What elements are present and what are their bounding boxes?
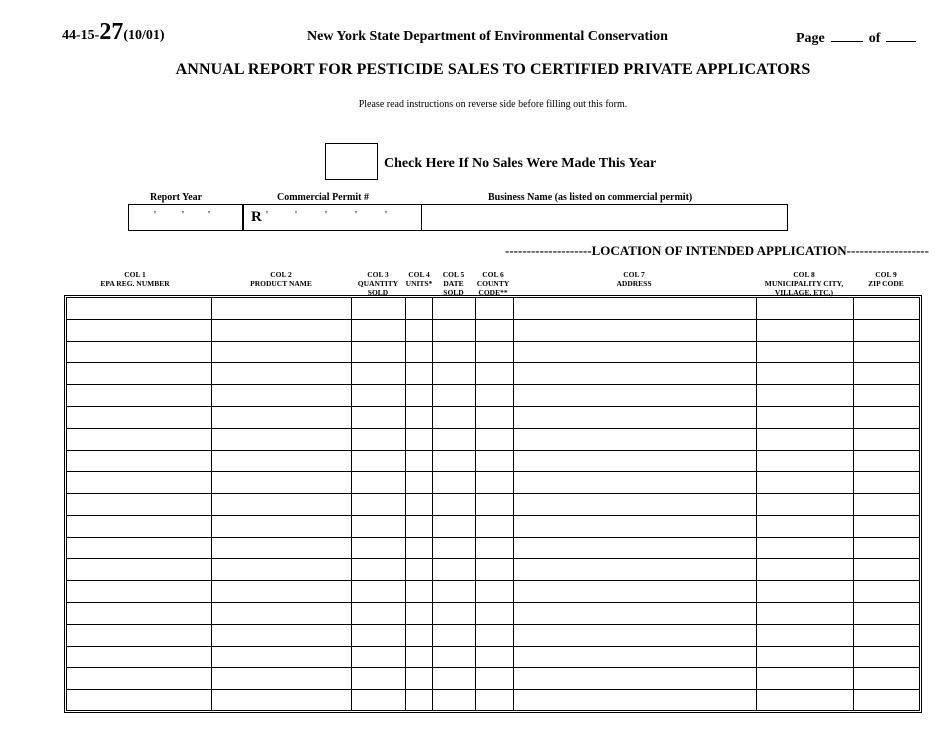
col-name: UNITS* [405, 279, 433, 288]
page-number-field[interactable] [831, 29, 863, 42]
table-row-divider [66, 515, 920, 516]
column-divider [475, 297, 476, 711]
page-total-field[interactable] [886, 29, 916, 42]
col-header-4 [405, 270, 433, 288]
col-header-3 [352, 270, 404, 297]
col-id: COL 7 [623, 270, 645, 279]
col-id: COL 8 [793, 270, 815, 279]
col-id: COL 5 [442, 270, 465, 279]
page-label: Page [796, 31, 825, 46]
column-divider [405, 297, 406, 711]
table-row-divider [66, 384, 920, 385]
table-row-divider [66, 428, 920, 429]
form-revision: (10/01) [123, 28, 165, 43]
permit-label: Commercial Permit # [277, 192, 369, 203]
table-row-divider [66, 602, 920, 603]
column-divider [211, 297, 212, 711]
table-row-divider [66, 362, 920, 363]
table-row-divider [66, 341, 920, 342]
col-id: COL 1 [124, 270, 146, 279]
col-id: COL 9 [875, 270, 897, 279]
no-sales-label: Check Here If No Sales Were Made This Year [384, 156, 657, 171]
column-divider [756, 297, 757, 711]
col-id: COL 2 [270, 270, 292, 279]
col-name: DATE SOLD [443, 279, 464, 297]
page-of [796, 29, 916, 47]
table-row-divider [66, 537, 920, 538]
column-divider [853, 297, 854, 711]
business-name-field[interactable] [421, 204, 788, 231]
table-row-divider [66, 319, 920, 320]
col-name: EPA REG. NUMBER [100, 279, 170, 288]
col-name: ADDRESS [616, 279, 652, 288]
col-name: MUNICIPALITY CITY, VILLAGE, ETC.) [764, 279, 844, 297]
col-header-1 [70, 270, 200, 288]
table-row-divider [66, 646, 920, 647]
report-year-label: Report Year [150, 192, 203, 203]
col-name: PRODUCT NAME [250, 279, 312, 288]
no-sales-checkbox[interactable] [325, 143, 378, 180]
table-row-divider [66, 689, 920, 690]
permit-number-field[interactable]: R ' ' ' ' ' [242, 204, 422, 231]
location-header: --------------------LOCATION OF INTENDED APPLICATION------------------- [505, 243, 929, 258]
table-row-divider [66, 406, 920, 407]
column-divider [351, 297, 352, 711]
table-row-divider [66, 471, 920, 472]
table-row-divider [66, 493, 920, 494]
col-name: COUNTY CODE** [476, 279, 510, 297]
agency-name: New York State Department of Environmental Conservation [307, 29, 668, 44]
column-divider [432, 297, 433, 711]
table-row-divider [66, 624, 920, 625]
sales-table [64, 295, 922, 713]
report-title: ANNUAL REPORT FOR PESTICIDE SALES TO CERTIFIED PRIVATE APPLICATORS [175, 61, 811, 78]
table-row-divider [66, 450, 920, 451]
col-header-6 [474, 270, 512, 297]
table-row-divider [66, 558, 920, 559]
col-id: COL 4 [408, 270, 430, 279]
form-number [62, 19, 165, 45]
business-name-label: Business Name (as listed on commercial permit) [488, 192, 693, 203]
col-header-5 [433, 270, 474, 297]
col-header-8 [756, 270, 852, 297]
of-label: of [868, 31, 881, 46]
table-row-divider [66, 667, 920, 668]
form-number-prefix: 44-15- [62, 28, 100, 43]
form-number-main: 27 [99, 19, 124, 45]
col-name: QUANTITY SOLD [357, 279, 399, 297]
col-header-7 [514, 270, 754, 288]
report-year-field[interactable]: ' ' ' [154, 209, 210, 221]
column-divider [513, 297, 514, 711]
col-header-9 [854, 270, 918, 288]
col-id: COL 6 [482, 270, 504, 279]
col-header-2 [212, 270, 350, 288]
col-id: COL 3 [367, 270, 389, 279]
permit-prefix: R [251, 209, 262, 225]
instructions-note: Please read instructions on reverse side before filling out this form. [358, 99, 628, 110]
table-row-divider [66, 580, 920, 581]
col-name: ZIP CODE [868, 279, 904, 288]
